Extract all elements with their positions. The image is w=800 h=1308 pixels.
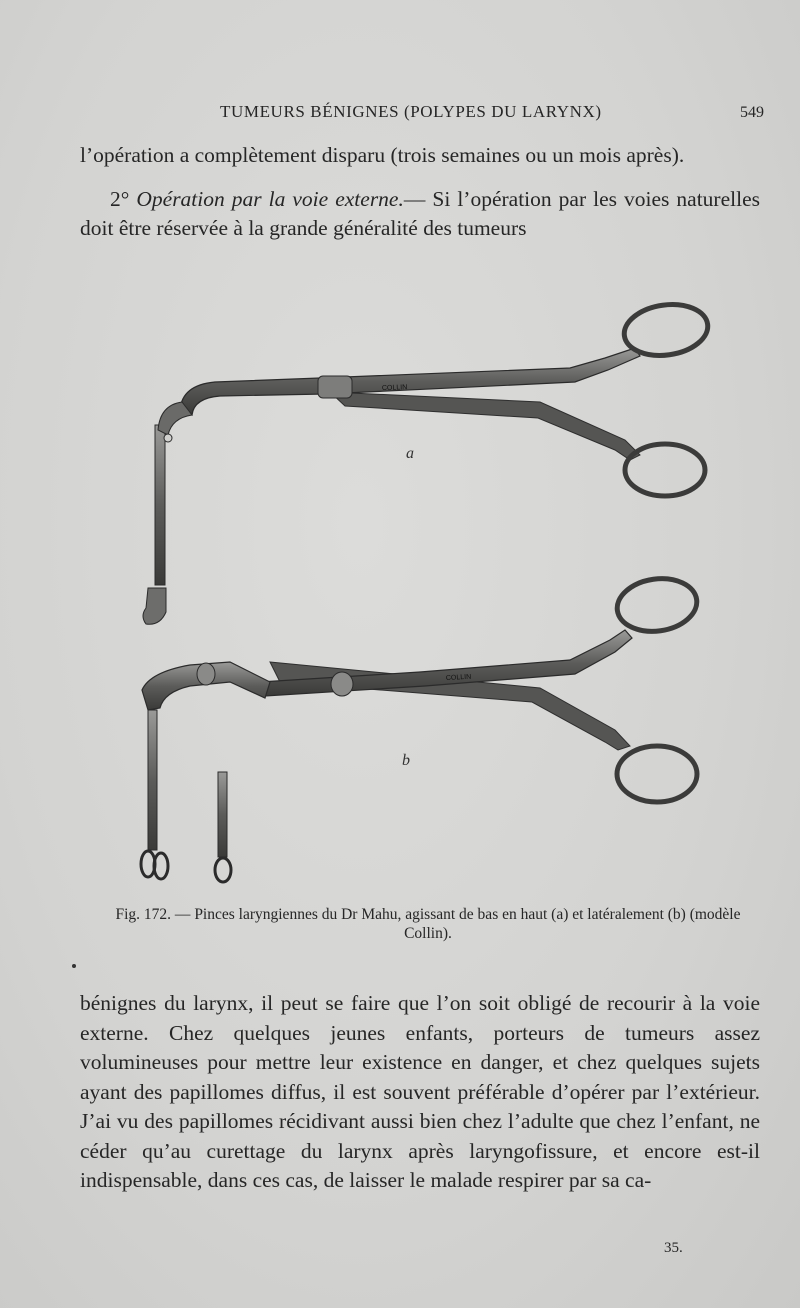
paragraph-top <box>80 141 760 244</box>
figure-label-a: a <box>406 445 414 462</box>
forceps-illustration <box>120 290 740 900</box>
page-number: 549 <box>740 104 764 121</box>
paragraph-text: bénignes du larynx, il peut se faire que l’on soit obligé de recourir à la voie externe. Chez quelques jeunes enfants, porteurs de tumeurs assez volumineuses pour mettre leur existence en danger, et chez quelques sujets ayant des papillomes diffus, il est souvent préférable d’opérer par l’extérieur. J’ai vu des papillomes récidivant aussi bien chez l’adulte que chez l’enfant, ne céder qu’au curettage du larynx après laryngofissure, et encore est-il indispensable, dans ces cas, de laisser le malade respirer par sa ca- <box>80 991 760 1192</box>
section-number: 2° <box>110 186 130 211</box>
section-paragraph <box>80 185 760 244</box>
signature-mark: 35. <box>664 1240 683 1256</box>
forceps-b-engraving: COLLIN <box>445 673 472 682</box>
forceps-b-vertical-shaft <box>148 710 157 850</box>
forceps-a-lower-blade <box>330 392 640 460</box>
running-title: TUMEURS BÉNIGNES (POLYPES DU LARYNX) <box>220 102 602 121</box>
forceps-b-upper-ring <box>614 574 700 637</box>
forceps-b-lower-ring <box>617 746 697 802</box>
paragraph-line: l’opération a complètement disparu (trois semaines ou un mois après). <box>80 143 685 167</box>
forceps-b-spare-tip-shaft <box>218 772 227 857</box>
stray-dot <box>72 964 76 968</box>
figure-forceps <box>120 290 740 900</box>
forceps-a-lower-ring <box>625 444 705 496</box>
section-text: Si l’opération par les voies naturelles doit être réservée à la grande généralité des tumeurs <box>80 186 760 240</box>
forceps-a-engraving: COLLIN <box>381 384 408 392</box>
forceps-a-upper-ring <box>621 299 711 360</box>
forceps-a-tip <box>143 588 166 624</box>
section-title: Opération par la voie externe. <box>136 186 404 211</box>
section-dash: — <box>403 186 433 211</box>
forceps-a <box>143 299 711 624</box>
forceps-b-knuckle-1 <box>197 663 215 685</box>
forceps-a-pivot-dot <box>164 434 172 442</box>
running-head <box>80 100 770 126</box>
forceps-a-vertical-shaft <box>155 425 165 585</box>
caption-prefix: Fig. 172. — <box>115 906 195 923</box>
caption-text: Pinces laryngiennes du Dr Mahu, agissant de bas en haut (a) et latéralement (b) (modèle Collin). <box>194 906 741 942</box>
figure-label-b: b <box>402 752 410 769</box>
forceps-b-knuckle-2 <box>331 672 353 696</box>
forceps-b-spare-tip-jaw <box>215 858 231 882</box>
forceps-a-pivot <box>318 376 352 398</box>
paragraph-bottom <box>80 989 760 1196</box>
forceps-b <box>141 574 700 882</box>
figure-caption <box>92 905 764 943</box>
